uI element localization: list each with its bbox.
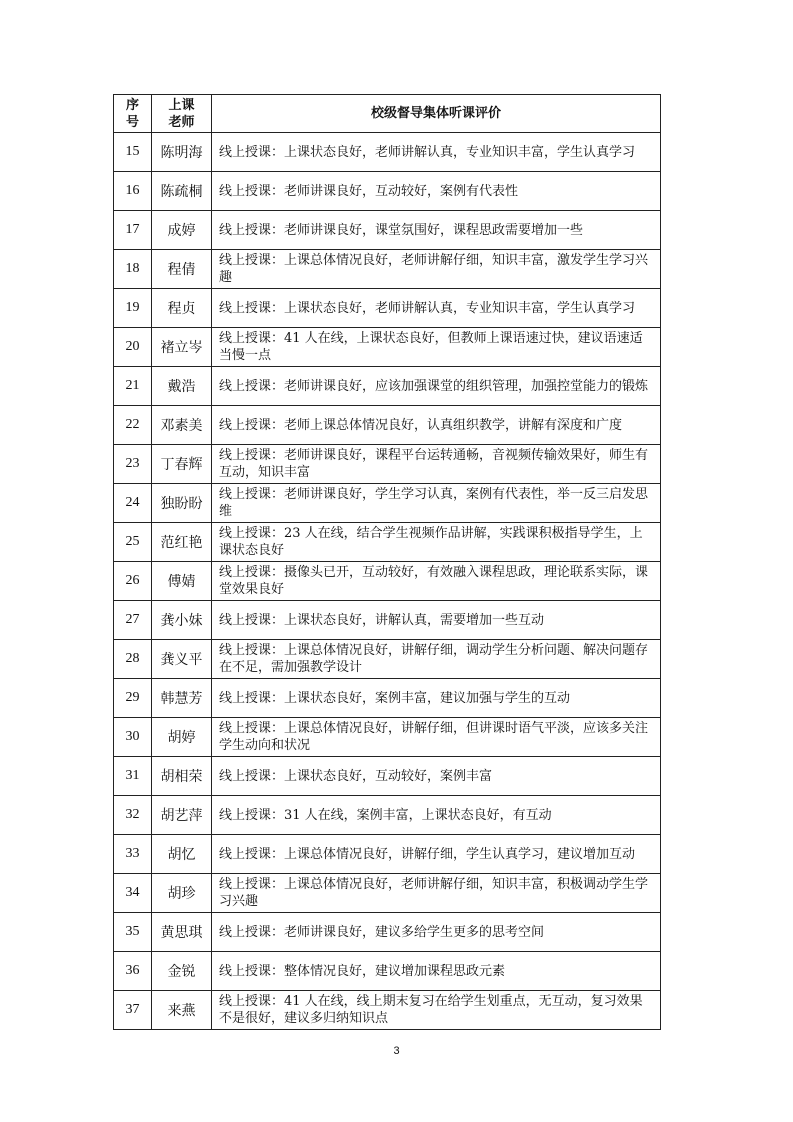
teacher-name: 金锐	[152, 952, 212, 991]
row-number: 30	[114, 718, 152, 757]
row-number: 35	[114, 913, 152, 952]
row-number: 15	[114, 133, 152, 172]
row-number: 29	[114, 679, 152, 718]
page-number: 3	[393, 1045, 400, 1057]
row-number: 18	[114, 250, 152, 289]
teacher-name: 成婷	[152, 211, 212, 250]
row-number: 28	[114, 640, 152, 679]
teacher-name: 来燕	[152, 991, 212, 1030]
row-number: 31	[114, 757, 152, 796]
teacher-name: 邓素美	[152, 406, 212, 445]
table-body	[114, 133, 661, 1030]
table-row	[114, 874, 661, 913]
row-number: 32	[114, 796, 152, 835]
table-row	[114, 484, 661, 523]
evaluation-text: 线上授课：老师讲课良好，互动较好，案例有代表性	[212, 172, 661, 211]
teacher-name: 黄思琪	[152, 913, 212, 952]
row-number: 23	[114, 445, 152, 484]
evaluation-text: 线上授课：上课状态良好，老师讲解认真，专业知识丰富，学生认真学习	[212, 289, 661, 328]
teacher-name: 胡珍	[152, 874, 212, 913]
evaluation-text: 线上授课：上课总体情况良好，讲解仔细，但讲课时语气平淡，应该多关注学生动向和状况	[212, 718, 661, 757]
table-row	[114, 289, 661, 328]
evaluation-text: 线上授课：上课状态良好，老师讲解认真，专业知识丰富，学生认真学习	[212, 133, 661, 172]
header-number-line-1: 序	[125, 97, 139, 113]
table-row	[114, 445, 661, 484]
row-number: 25	[114, 523, 152, 562]
teacher-name: 胡婷	[152, 718, 212, 757]
row-number: 19	[114, 289, 152, 328]
teacher-name: 范红艳	[152, 523, 212, 562]
teacher-name: 龚小妹	[152, 601, 212, 640]
evaluation-text: 线上授课：上课总体情况良好，讲解仔细，学生认真学习，建议增加互动	[212, 835, 661, 874]
evaluation-text: 线上授课：上课总体情况良好，讲解仔细，调动学生分析问题、解决问题存在不足，需加强教学设计	[212, 640, 661, 679]
teacher-name: 程倩	[152, 250, 212, 289]
teacher-name: 戴浩	[152, 367, 212, 406]
table-row	[114, 718, 661, 757]
teacher-name: 韩慧芳	[152, 679, 212, 718]
table-row	[114, 757, 661, 796]
evaluation-text: 线上授课：老师讲课良好，应该加强课堂的组织管理，加强控堂能力的锻炼	[212, 367, 661, 406]
header-evaluation: 校级督导集体听课评价	[212, 95, 661, 133]
evaluation-text: 线上授课：老师讲课良好，学生学习认真，案例有代表性，举一反三启发思维	[212, 484, 661, 523]
evaluation-text: 线上授课：31 人在线，案例丰富，上课状态良好，有互动	[212, 796, 661, 835]
header-teacher-line-2: 老师	[168, 114, 195, 130]
row-number: 16	[114, 172, 152, 211]
teacher-name: 胡艺萍	[152, 796, 212, 835]
table-header-row	[114, 95, 661, 133]
teacher-name: 丁春辉	[152, 445, 212, 484]
evaluation-text: 线上授课：老师上课总体情况良好，认真组织教学，讲解有深度和广度	[212, 406, 661, 445]
table-row	[114, 133, 661, 172]
table-row	[114, 523, 661, 562]
evaluation-text: 线上授课：41 人在线，线上期末复习在给学生划重点，无互动，复习效果不是很好，建议多归纳知识点	[212, 991, 661, 1030]
row-number: 37	[114, 991, 152, 1030]
table-row	[114, 211, 661, 250]
teacher-name: 陈疏桐	[152, 172, 212, 211]
table-row	[114, 640, 661, 679]
row-number: 22	[114, 406, 152, 445]
teacher-name: 陈明海	[152, 133, 212, 172]
row-number: 24	[114, 484, 152, 523]
teacher-name: 龚义平	[152, 640, 212, 679]
evaluation-text: 线上授课：上课状态良好，互动较好，案例丰富	[212, 757, 661, 796]
evaluation-table	[113, 94, 661, 1030]
header-number-line-2: 号	[125, 114, 139, 130]
row-number: 27	[114, 601, 152, 640]
teacher-name: 胡相荣	[152, 757, 212, 796]
row-number: 26	[114, 562, 152, 601]
header-number	[114, 95, 152, 133]
table-row	[114, 406, 661, 445]
table-row	[114, 601, 661, 640]
teacher-name: 傅婧	[152, 562, 212, 601]
row-number: 17	[114, 211, 152, 250]
table-row	[114, 796, 661, 835]
evaluation-text: 线上授课：上课总体情况良好，老师讲解仔细，知识丰富，激发学生学习兴趣	[212, 250, 661, 289]
row-number: 33	[114, 835, 152, 874]
table-row	[114, 913, 661, 952]
evaluation-text: 线上授课：41 人在线，上课状态良好，但教师上课语速过快，建议语速适当慢一点	[212, 328, 661, 367]
row-number: 36	[114, 952, 152, 991]
teacher-name: 独盼盼	[152, 484, 212, 523]
table-row	[114, 952, 661, 991]
table-row	[114, 562, 661, 601]
row-number: 21	[114, 367, 152, 406]
table-row	[114, 172, 661, 211]
table-row	[114, 328, 661, 367]
evaluation-text: 线上授课：摄像头已开，互动较好，有效融入课程思政，理论联系实际，课堂效果良好	[212, 562, 661, 601]
evaluation-text: 线上授课：老师讲课良好，课堂氛围好，课程思政需要增加一些	[212, 211, 661, 250]
table-row	[114, 991, 661, 1030]
table-row	[114, 250, 661, 289]
evaluation-text: 线上授课：老师讲课良好，建议多给学生更多的思考空间	[212, 913, 661, 952]
evaluation-text: 线上授课：整体情况良好，建议增加课程思政元素	[212, 952, 661, 991]
evaluation-text: 线上授课：23 人在线，结合学生视频作品讲解，实践课积极指导学生，上课状态良好	[212, 523, 661, 562]
evaluation-text: 线上授课：老师讲课良好，课程平台运转通畅，音视频传输效果好，师生有互动，知识丰富	[212, 445, 661, 484]
table-row	[114, 367, 661, 406]
evaluation-text: 线上授课：上课状态良好，案例丰富，建议加强与学生的互动	[212, 679, 661, 718]
header-teacher	[152, 95, 212, 133]
row-number: 20	[114, 328, 152, 367]
evaluation-text: 线上授课：上课总体情况良好，老师讲解仔细，知识丰富，积极调动学生学习兴趣	[212, 874, 661, 913]
teacher-name: 程贞	[152, 289, 212, 328]
row-number: 34	[114, 874, 152, 913]
evaluation-text: 线上授课：上课状态良好，讲解认真，需要增加一些互动	[212, 601, 661, 640]
header-teacher-line-1: 上课	[168, 97, 195, 113]
table-row	[114, 679, 661, 718]
table-row	[114, 835, 661, 874]
teacher-name: 胡忆	[152, 835, 212, 874]
teacher-name: 褚立岑	[152, 328, 212, 367]
